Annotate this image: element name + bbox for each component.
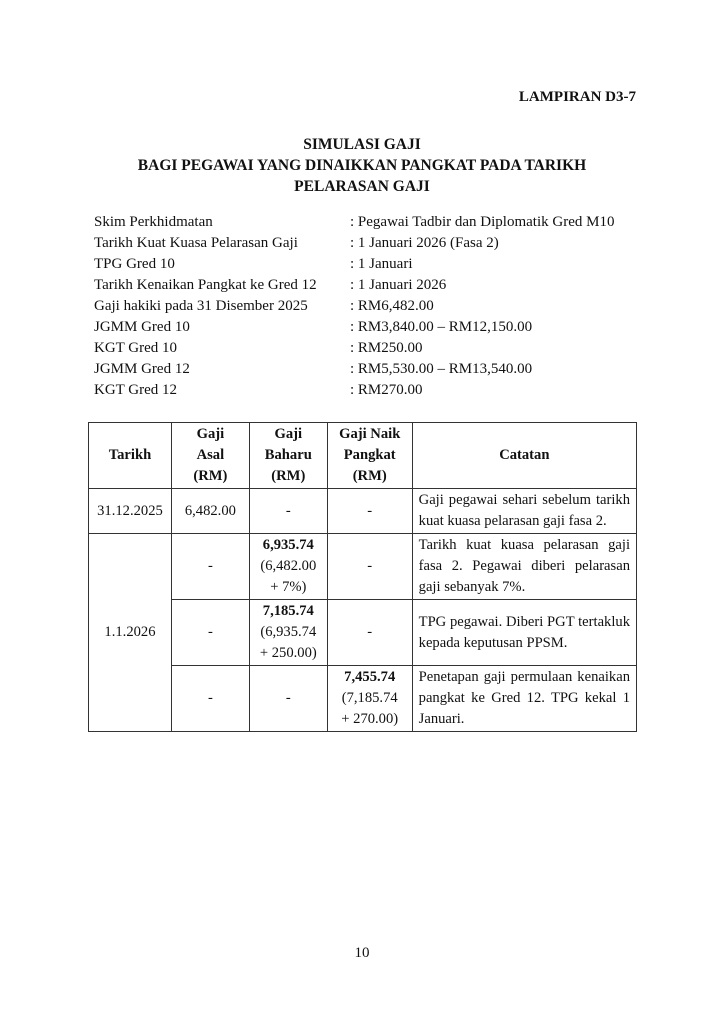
info-row bbox=[94, 317, 614, 338]
info-row bbox=[94, 254, 614, 275]
info-value: : RM250.00 bbox=[350, 340, 423, 356]
info-row bbox=[94, 233, 614, 254]
title-line-3: PELARASAN GAJI bbox=[294, 178, 430, 195]
info-value: : Pegawai Tadbir dan Diplomatik Gred M10 bbox=[350, 214, 615, 230]
table-header-row bbox=[89, 423, 637, 489]
info-row bbox=[94, 212, 614, 233]
info-value: : 1 Januari 2026 (Fasa 2) bbox=[350, 235, 499, 251]
cell-original-salary: 6,482.00 bbox=[171, 489, 249, 534]
info-value: : 1 Januari 2026 bbox=[350, 277, 447, 293]
salary-simulation-table bbox=[88, 422, 637, 732]
info-row bbox=[94, 359, 614, 380]
cell-promotion-salary: - bbox=[327, 489, 412, 534]
appendix-label: LAMPIRAN D3-7 bbox=[518, 89, 636, 105]
new-salary-calc: + 7%) bbox=[270, 579, 307, 595]
new-salary-value: 6,935.74 bbox=[262, 537, 314, 553]
table-row bbox=[89, 600, 637, 666]
title-line-1: SIMULASI GAJI bbox=[303, 136, 421, 153]
cell-original-salary: - bbox=[171, 534, 249, 600]
info-row bbox=[94, 275, 614, 296]
cell-promotion-salary: - bbox=[327, 534, 412, 600]
new-salary-calc: (6,935.74 bbox=[260, 624, 317, 640]
cell-new-salary bbox=[249, 534, 327, 600]
table-row bbox=[89, 666, 637, 732]
cell-date-group: 1.1.2026 bbox=[89, 534, 172, 732]
info-label: Skim Perkhidmatan bbox=[94, 214, 213, 230]
title-line-2: BAGI PEGAWAI YANG DINAIKKAN PANGKAT PADA TARIKH bbox=[137, 157, 587, 174]
cell-new-salary: - bbox=[249, 666, 327, 732]
info-label: TPG Gred 10 bbox=[94, 256, 175, 272]
header-notes: Catatan bbox=[412, 423, 636, 489]
info-label: JGMM Gred 10 bbox=[94, 319, 190, 335]
document-title bbox=[0, 134, 724, 197]
header-new-salary: Gaji Baharu (RM) bbox=[249, 423, 327, 489]
promotion-salary-calc: + 270.00) bbox=[341, 711, 399, 727]
cell-date: 31.12.2025 bbox=[89, 489, 172, 534]
new-salary-calc: (6,482.00 bbox=[260, 558, 317, 574]
cell-note: Gaji pegawai sehari sebelum tarikh kuat kuasa pelarasan gaji fasa 2. bbox=[412, 489, 636, 534]
info-row bbox=[94, 296, 614, 317]
info-label: JGMM Gred 12 bbox=[94, 361, 190, 377]
cell-new-salary bbox=[249, 600, 327, 666]
info-label: Tarikh Kenaikan Pangkat ke Gred 12 bbox=[94, 277, 317, 293]
cell-original-salary: - bbox=[171, 666, 249, 732]
info-label: Gaji hakiki pada 31 Disember 2025 bbox=[94, 298, 308, 314]
info-value: : RM5,530.00 – RM13,540.00 bbox=[350, 361, 533, 377]
info-row bbox=[94, 338, 614, 359]
promotion-salary-value: 7,455.74 bbox=[344, 669, 396, 685]
cell-promotion-salary: - bbox=[327, 600, 412, 666]
page-number: 10 bbox=[354, 945, 370, 961]
promotion-salary-calc: (7,185.74 bbox=[341, 690, 398, 706]
table-row bbox=[89, 534, 637, 600]
info-label: KGT Gred 12 bbox=[94, 382, 178, 398]
header-date: Tarikh bbox=[89, 423, 172, 489]
info-list bbox=[94, 212, 614, 401]
header-promotion-salary: Gaji Naik Pangkat (RM) bbox=[327, 423, 412, 489]
cell-original-salary: - bbox=[171, 600, 249, 666]
info-label: KGT Gred 10 bbox=[94, 340, 178, 356]
cell-note: TPG pegawai. Diberi PGT tertakluk kepada keputusan PPSM. bbox=[412, 600, 636, 666]
cell-new-salary: - bbox=[249, 489, 327, 534]
cell-note: Tarikh kuat kuasa pelarasan gaji fasa 2. Pegawai diberi pelarasan gaji sebanyak 7%. bbox=[412, 534, 636, 600]
new-salary-calc: + 250.00) bbox=[259, 645, 317, 661]
info-value: : RM270.00 bbox=[350, 382, 423, 398]
cell-promotion-salary bbox=[327, 666, 412, 732]
info-value: : RM3,840.00 – RM12,150.00 bbox=[350, 319, 533, 335]
info-label: Tarikh Kuat Kuasa Pelarasan Gaji bbox=[94, 235, 298, 251]
table-row bbox=[89, 489, 637, 534]
cell-note: Penetapan gaji permulaan kenaikan pangkat ke Gred 12. TPG kekal 1 Januari. bbox=[412, 666, 636, 732]
info-value: : 1 Januari bbox=[350, 256, 413, 272]
info-row bbox=[94, 380, 614, 401]
new-salary-value: 7,185.74 bbox=[262, 603, 314, 619]
info-value: : RM6,482.00 bbox=[350, 298, 434, 314]
header-original-salary: Gaji Asal (RM) bbox=[171, 423, 249, 489]
